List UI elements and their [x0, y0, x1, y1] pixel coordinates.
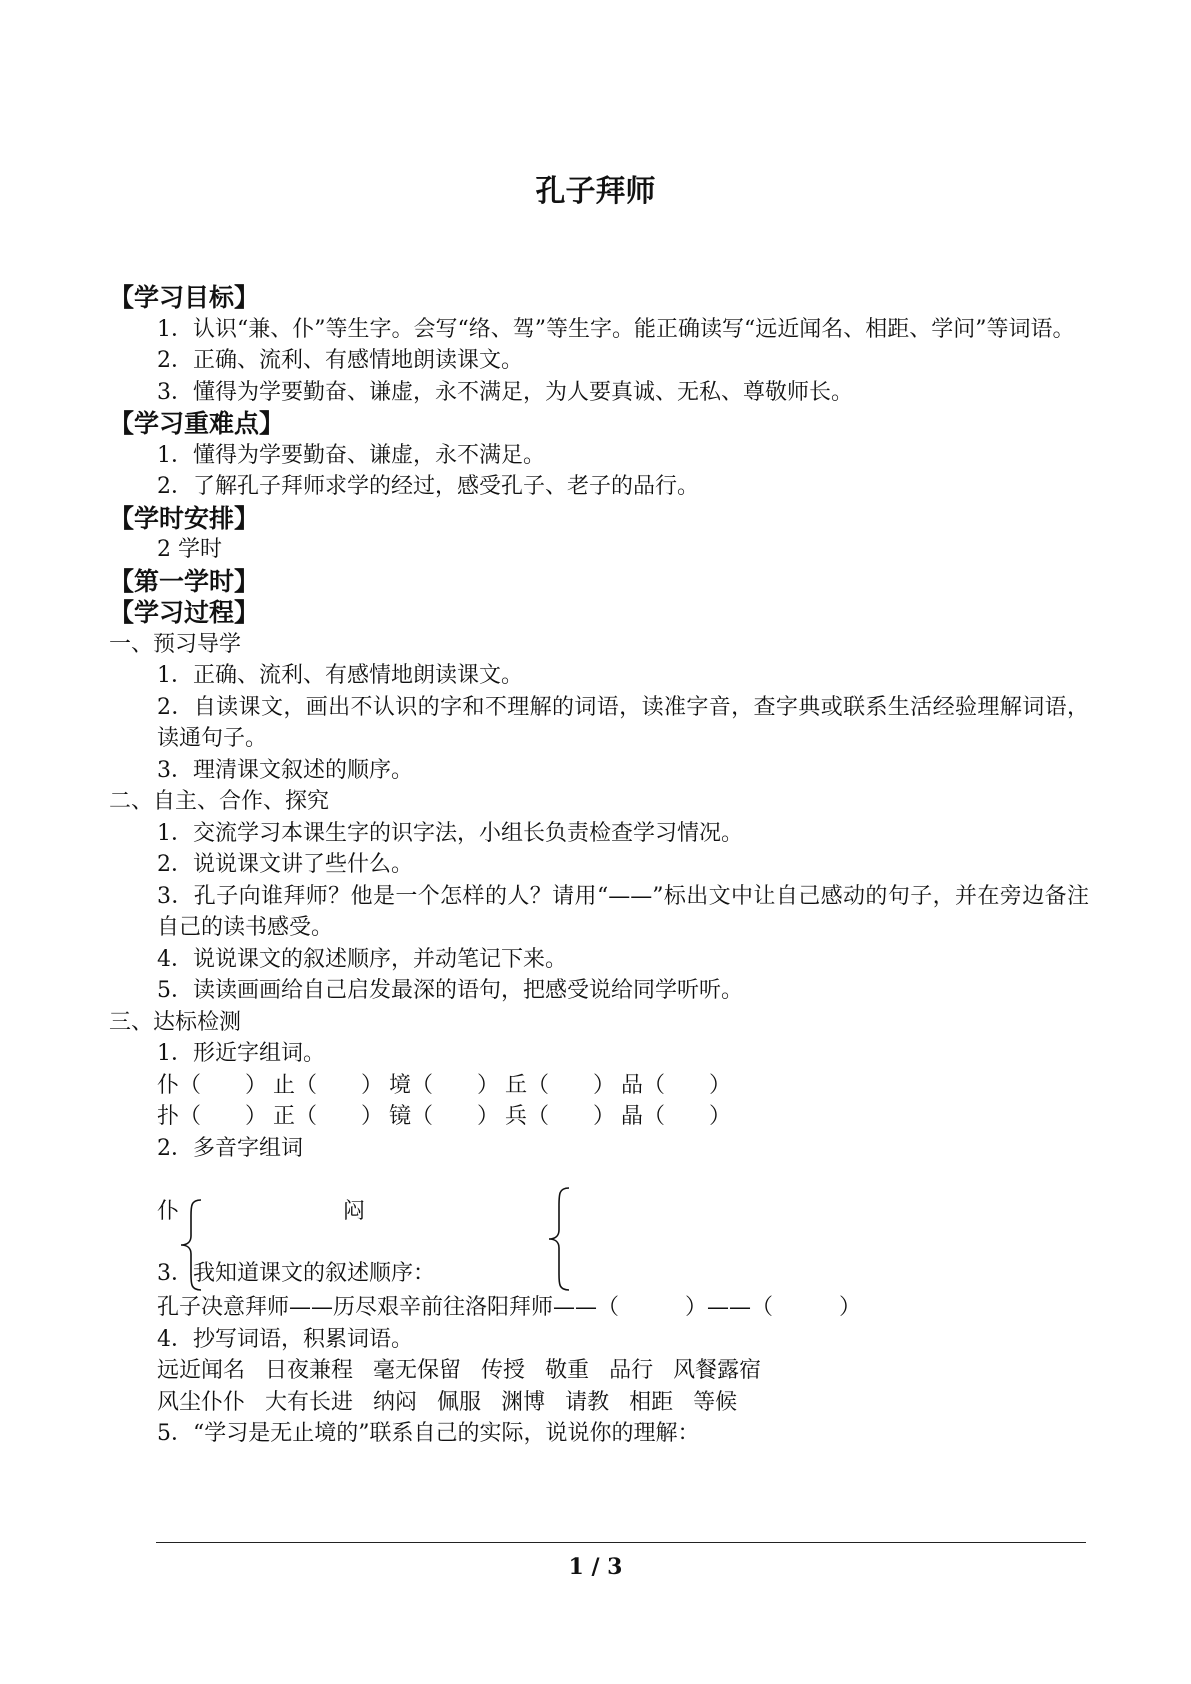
- polyphone-char: 闷: [343, 1199, 366, 1224]
- q1-cell[interactable]: 扑（ ）: [157, 1104, 268, 1129]
- goal-item: 3．懂得为学要勤奋、谦虚，永不满足，为人要真诚、无私、尊敬师长。: [157, 379, 853, 405]
- vocab-word: 风尘仆仆: [157, 1389, 246, 1415]
- q1-cell[interactable]: 丘（ ）: [505, 1072, 616, 1098]
- key-point-item: 1．懂得为学要勤奋、谦虚，永不满足。: [157, 442, 545, 468]
- goal-item: 1．认识“兼、仆”等生字。会写“络、驾”等生字。能正确读写“远近闻名、相距、学问”等词语。: [157, 316, 1075, 342]
- q5-label: 5．“学习是无止境的”联系自己的实际，说说你的理解：: [157, 1421, 700, 1446]
- vocab-word: 渊博: [501, 1389, 546, 1415]
- vocab-word: 品行: [609, 1358, 654, 1383]
- part2-item: 4．说说课文的叙述顺序，并动笔记下来。: [157, 946, 567, 972]
- vocab-word: 请教: [565, 1389, 610, 1415]
- schedule-heading: 【学时安排】: [109, 503, 260, 533]
- goals-heading: 【学习目标】: [109, 283, 260, 312]
- key-point-item: 2．了解孔子拜师求学的经过，感受孔子、老子的品行。: [157, 474, 699, 499]
- q1-cell[interactable]: 品（ ）: [621, 1072, 732, 1098]
- part2-title: 二、自主、合作、探究: [109, 789, 330, 814]
- vocab-word: 传授: [481, 1358, 526, 1383]
- vocab-word: 敬重: [545, 1358, 590, 1383]
- polyphone-block: [109, 1164, 1089, 1292]
- vocab-word: 纳闷: [373, 1389, 418, 1415]
- schedule-text: 2 学时: [157, 537, 222, 562]
- vocab-word: 毫无保留: [373, 1358, 462, 1383]
- vocab-word: 相距: [629, 1389, 674, 1415]
- q1-cell[interactable]: 仆（ ）: [157, 1072, 268, 1098]
- part2-item: 3．孔子向谁拜师？他是一个怎样的人？请用“——”标出文中让自己感动的句子，并在旁边备注自己的读书感受。: [157, 883, 1089, 940]
- polyphone-char: 仆: [157, 1199, 180, 1224]
- vocab-word: 佩服: [437, 1389, 482, 1415]
- vocab-word: 等候: [693, 1389, 738, 1415]
- q4-words-row2: [109, 1387, 1089, 1419]
- part1-item: 2．自读课文，画出不认识的字和不理解的词语，读准字音，查字典或联系生活经验理解词语，读通句子。: [157, 694, 1089, 751]
- process-heading: 【学习过程】: [109, 598, 260, 627]
- vocab-word: 大有长进: [265, 1389, 354, 1415]
- page-number: 1 / 3: [568, 1554, 623, 1580]
- q4-words-row1: [109, 1355, 1089, 1387]
- q2-label: 2．多音字组词: [157, 1135, 303, 1161]
- key-points-heading: 【学习重难点】: [109, 409, 285, 438]
- q1-cell[interactable]: 境（ ）: [389, 1072, 500, 1098]
- footer-divider: [156, 1542, 1086, 1543]
- page-title: 孔子拜师: [535, 174, 656, 209]
- document-body: [109, 282, 1089, 1450]
- part2-item: 2．说说课文讲了些什么。: [157, 852, 413, 877]
- part1-title: 一、预习导学: [109, 631, 242, 657]
- part1-item: 3．理清课文叙述的顺序。: [157, 757, 413, 783]
- q1-row2: [109, 1101, 1089, 1133]
- vocab-word: 远近闻名: [157, 1358, 246, 1383]
- vocab-word: 日夜兼程: [265, 1358, 354, 1383]
- q1-row1: [109, 1070, 1089, 1102]
- part2-item: 1．交流学习本课生字的识字法，小组长负责检查学习情况。: [157, 820, 743, 846]
- q1-label: 1．形近字组词。: [157, 1041, 325, 1066]
- right-brace-icon: [545, 1186, 575, 1292]
- lesson1-heading: 【第一学时】: [109, 566, 260, 596]
- q1-cell[interactable]: 兵（ ）: [505, 1104, 616, 1129]
- part2-item: 5．读读画画给自己启发最深的语句，把感受说给同学听听。: [157, 978, 743, 1003]
- goal-item: 2．正确、流利、有感情地朗读课文。: [157, 348, 523, 373]
- q1-cell[interactable]: 正（ ）: [273, 1104, 384, 1129]
- q1-cell[interactable]: 镜（ ）: [389, 1104, 500, 1129]
- part1-item: 1．正确、流利、有感情地朗读课文。: [157, 663, 523, 688]
- q1-cell[interactable]: 晶（ ）: [621, 1104, 732, 1129]
- vocab-word: 风餐露宿: [673, 1358, 762, 1383]
- q1-cell[interactable]: 止（ ）: [273, 1072, 384, 1098]
- q3-label: 3．我知道课文的叙述顺序：: [157, 1261, 435, 1286]
- q3-chain: 孔子决意拜师——历尽艰辛前往洛阳拜师——（ ）——（ ）: [157, 1295, 862, 1320]
- q4-label: 4．抄写词语，积累词语。: [157, 1326, 413, 1352]
- part3-title: 三、达标检测: [109, 1009, 242, 1035]
